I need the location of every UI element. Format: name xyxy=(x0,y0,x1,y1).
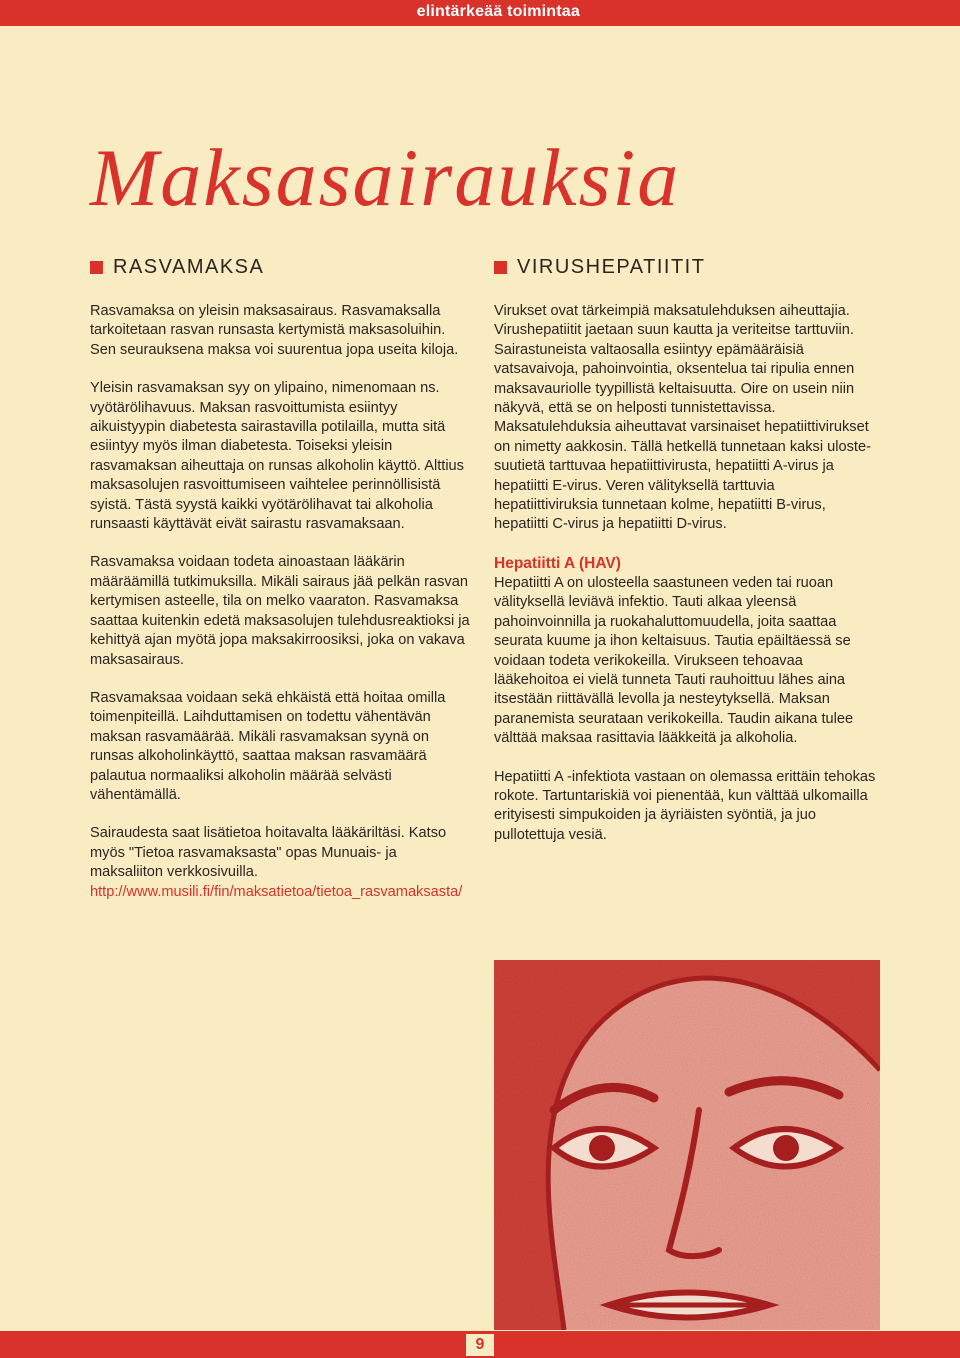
paragraph: Hepatiitti A -infektiota vastaan on olemassa erittäin tehokas rokote. Tartuntariskiä voi pienentää, kun välttää ulkomailla erityisesti simpukoiden ja äyriäisten syöntiä, ja juo pullotettuja vesiä. xyxy=(494,768,876,843)
paragraph-text: Sairaudesta saat lisätietoa hoitavalta lääkäriltäsi. Katso myös "Tietoa rasvamaksasta" opas Munuais- ja maksaliiton verkkosivuilla. xyxy=(90,825,447,881)
paragraph: Rasvamaksaa voidaan sekä ehkäistä että hoitaa omilla toimenpiteillä. Laihduttamisen on todettu vähentävän maksan rasvamäärää. Mikäli rasvamaksan syynä on runsas alkoholinkäyttö, saattaa maksan rasvamäärä palautua normaaliksi alkoholin määrää selvästi vähentämällä. xyxy=(90,689,446,803)
subheading-hepatiitti-a: Hepatiitti A (HAV) xyxy=(494,554,621,572)
face-illustration-icon xyxy=(494,960,880,1330)
musili-link[interactable]: http://www.musili.fi/fin/maksatietoa/tietoa_rasvamaksasta/ xyxy=(90,883,463,900)
paragraph: Rasvamaksa on yleisin maksasairaus. Rasvamaksalla tarkoitetaan rasvan runsasta kertymistä maksasoluihin. Sen seurauksena maksa voi suurentua jopa useita kiloja. xyxy=(90,303,459,358)
bullet-square-icon xyxy=(90,261,103,274)
right-column xyxy=(494,254,878,864)
top-bar xyxy=(0,0,960,26)
paragraph: Hepatiitti A on ulosteella saastuneen veden tai ruoan välityksellä leviävä infektio. Tauti alkaa yleensä pahoinvoinnilla ja ruokahaluttomuudella, joita saattaa seurata kuume ja ihon keltaisuus. Tautia epäiltäessä se voidaan todeta verikokeilla. Virukseen tehoavaa lääkehoitoa ei vielä tunneta Tauti rauhoittuu lähes aina itsestään riittävällä levolla ja nesteytyksellä. Maksan paranemista seurataan verikokeilla. Taudin aikana tulee välttää maksaa rasittavia lääkkeitä ja alkoholia. xyxy=(494,574,854,747)
paragraph: Yleisin rasvamaksan syy on ylipaino, nimenomaan ns. vyötärölihavuus. Maksan rasvoittumista esiintyy aikuistyypin diabetesta sairastavilla potilailla, mutta sitä esiintyy myös ilman diabetesta. Toiseksi yleisin rasvamaksan aiheuttaja on runsas alkoholin käyttö. Alttius maksasolujen rasvoittumiseen vaihtelee perinnöllisistä syistä. Tästä syystä kaikki vyötärölihavat tai alkoholia runsaasti käyttävät eivät sairastu rasvamaksaan. xyxy=(90,380,464,533)
section-heading-virushepatiitit xyxy=(494,254,878,280)
page-number: 9 xyxy=(466,1334,494,1356)
section-heading-text: VIRUSHEPATIITIT xyxy=(517,255,706,278)
paragraph: Rasvamaksa voidaan todeta ainoastaan lääkärin määräämillä tutkimuksilla. Mikäli sairaus jää pelkän rasvan kertymisen asteelle, tila on melko vaaraton. Rasvamaksa saattaa kuitenkin edetä maksasolujen tulehdusreaktioksi ja kehittyä ajan myötä jopa maksakirroosiksi, joka on vakava maksasairaus. xyxy=(90,554,470,668)
left-column xyxy=(90,254,470,921)
face-illustration xyxy=(494,960,880,1330)
section-heading-text: RASVAMAKSA xyxy=(113,255,265,278)
section-heading-rasvamaksa xyxy=(90,254,470,280)
paragraph-with-link xyxy=(90,824,470,902)
paragraph: Virukset ovat tärkeimpiä maksatulehduksen aiheuttajia. Virushepatiitit jaetaan suun kautta ja veriteitse tarttuviin. Sairastuneista valtaosalla esiintyy epämääräisiä vatsavaivoja, pahoinvointia, oksentelua tai ripulia ennen maksavauriolle tyypillistä keltaisuutta. Oire on usein niin näkyvä, että se on helposti tunnistettavissa. Maksatulehduksia aiheuttavat varsinaiset hepatiittivirukset on nimetty aakkosin. Tällä hetkellä tunnetaan kaksi uloste-suutietä tarttuvaa hepatiittivirusta, hepatiitti A-virus ja hepatiitti E-virus. Veren välityksellä tarttuvia hepatiittiviruksia tunnetaan kolme, hepatiitti B-virus, hepatiitti C-virus ja hepatiitti D-virus. xyxy=(494,303,871,533)
bullet-square-icon xyxy=(494,261,507,274)
section-label: elintärkeää toimintaa xyxy=(416,3,580,20)
page-title: Maksasairauksia xyxy=(90,132,681,223)
